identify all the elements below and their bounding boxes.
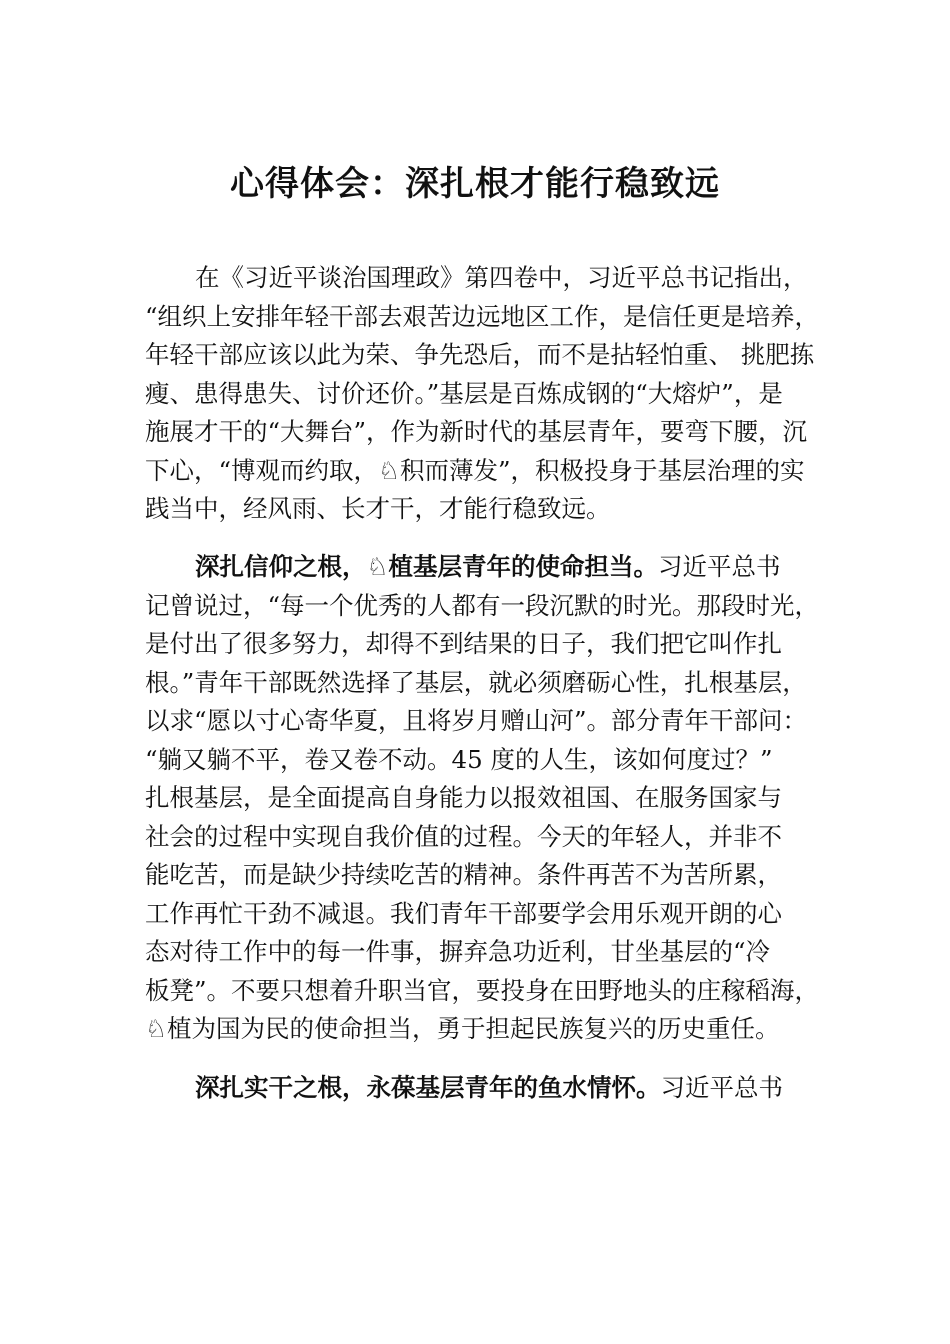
text-line xyxy=(145,548,810,587)
document-title: 心得体会：深扎根才能行稳致远 xyxy=(230,164,720,204)
text-line: ♘植为国为民的使命担当，勇于担起民族复兴的历史重任。 xyxy=(145,1014,780,1043)
text-line: 社会的过程中实现自我价值的过程。今天的年轻人，并非不 xyxy=(145,821,782,851)
text-line: “躺又躺不平，卷又卷不动。45 度的人生，该如何度过？” xyxy=(145,744,773,774)
text-line: 践当中，经风雨、长才干，才能行稳致远。 xyxy=(145,494,611,523)
paragraph-heading: 深扎信仰之根，♘植基层青年的使命担当。 xyxy=(195,552,658,581)
text-line: 是付出了很多努力，却得不到结果的日子，我们把它叫作扎 xyxy=(145,629,782,658)
text-line: 瘦、患得患失、讨价还价。”基层是百炼成钢的“大熔炉”，是 xyxy=(145,378,783,408)
text-line: 下心，“博观而约取，♘积而薄发”，积极投身于基层治理的实 xyxy=(145,455,805,485)
text-line: 施展才干的“大舞台”，作为新时代的基层青年，要弯下腰，沉 xyxy=(145,417,808,446)
text-line: 年轻干部应该以此为荣、争先恐后，而不是拈轻怕重、 挑肥拣 xyxy=(145,340,815,369)
paragraph-work-root xyxy=(145,1069,810,1108)
text-line: 在《习近平谈治国理政》第四卷中，习近平总书记指出， xyxy=(195,263,808,292)
paragraph-heading: 深扎实干之根，永葆基层青年的鱼水情怀。 xyxy=(195,1073,661,1102)
text-line: 板凳”。不要只想着升职当官，要投身在田野地头的庄稼稻海， xyxy=(145,975,820,1005)
text-line: 以求“愿以寸心寄华夏，且将岁月赠山河”。部分青年干部问： xyxy=(145,706,808,735)
text-line: “组织上安排年轻干部去艰苦边远地区工作，是信任更是培养， xyxy=(145,301,820,331)
text-line: 扎根基层，是全面提高自身能力以报效祖国、在服务国家与 xyxy=(145,783,782,812)
text-run: 习近平总书 xyxy=(660,1073,783,1102)
text-line: 能吃苦，而是缺少持续吃苦的精神。条件再苦不为苦所累， xyxy=(145,860,782,889)
paragraph-faith-root xyxy=(145,548,820,1049)
text-run: 习近平总书 xyxy=(657,552,781,581)
text-line: 态对待工作中的每一件事，摒弃急功近利，甘坐基层的“冷 xyxy=(145,937,771,966)
text-line: 工作再忙干劲不减退。我们青年干部要学会用乐观开朗的心 xyxy=(145,898,782,928)
paragraph-intro xyxy=(145,259,820,529)
text-line: 记曾说过，“每一个优秀的人都有一段沉默的时光。那段时光， xyxy=(145,590,820,620)
text-line: 根。”青年干部既然选择了基层，就必须磨砺心性，扎根基层， xyxy=(145,667,807,697)
text-line xyxy=(145,1069,810,1108)
